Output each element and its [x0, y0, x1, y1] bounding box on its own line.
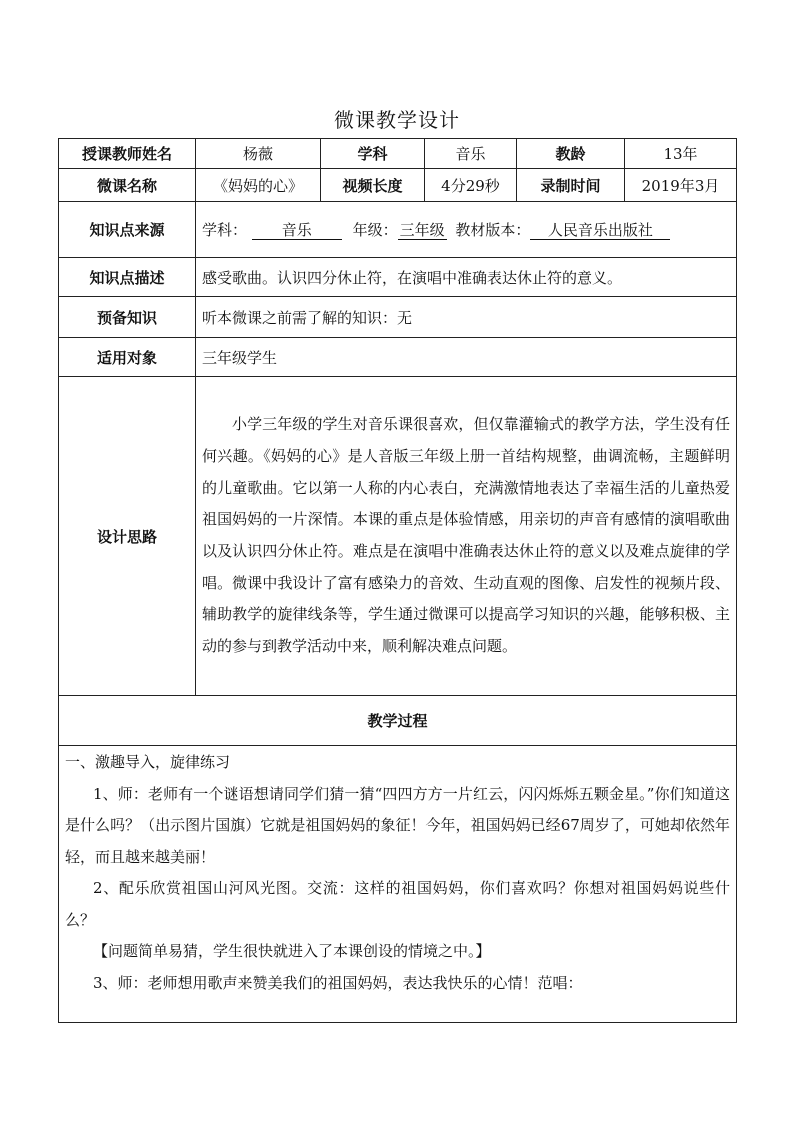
knowledge-desc-value: 感受歌曲。认识四分休止符，在演唱中准确表达休止符的意义。	[196, 258, 737, 297]
source-grade: 三年级	[399, 221, 445, 239]
source-subject-prefix: 学科：	[202, 221, 248, 239]
course-name-value: 《妈妈的心》	[196, 169, 321, 202]
design-label: 设计思路	[59, 377, 196, 696]
teaching-years-label: 教龄	[517, 139, 625, 169]
knowledge-source-label: 知识点来源	[59, 202, 196, 258]
teaching-years-value: 13年	[625, 139, 737, 169]
process-note: 【问题简单易猜，学生很快就进入了本课创设的情境之中。】	[93, 942, 491, 960]
table-row	[59, 297, 737, 338]
design-cell	[196, 377, 737, 696]
teacher-value: 杨薇	[196, 139, 321, 169]
table-row	[59, 169, 737, 202]
source-edition: 人民音乐出版社	[530, 221, 670, 240]
teacher-label: 授课教师姓名	[59, 139, 196, 169]
source-edition-prefix: 教材版本：	[455, 221, 531, 239]
knowledge-source-value	[196, 202, 737, 258]
subject-label: 学科	[321, 139, 425, 169]
table-row	[59, 258, 737, 297]
subject-value: 音乐	[425, 139, 517, 169]
table-row	[59, 139, 737, 169]
video-length-label: 视频长度	[321, 169, 425, 202]
process-paragraph-2: 2、配乐欣赏祖国山河风光图。交流：这样的祖国妈妈，你们喜欢吗？你想对祖国妈妈说些什么？	[65, 879, 730, 929]
record-time-label: 录制时间	[517, 169, 625, 202]
process-paragraph-1: 1、师：老师有一个谜语想请同学们猜一猜“四四方方一片红云，闪闪烁烁五颗金星。”你们知道这是什么吗？（出示图片国旗）它就是祖国妈妈的象征！今年，祖国妈妈已经67周岁了，可她却依然年轻，而且越来越美丽！	[65, 784, 730, 866]
process-heading: 教学过程	[59, 696, 737, 746]
prerequisite-value: 听本微课之前需了解的知识：无	[196, 297, 737, 338]
source-grade-prefix: 年级：	[352, 221, 398, 239]
audience-value: 三年级学生	[196, 338, 737, 377]
process-section-1: 一、激趣导入，旋律练习	[65, 753, 231, 771]
table-row	[59, 696, 737, 746]
page-title: 微课教学设计	[334, 108, 460, 132]
table-row	[59, 338, 737, 377]
knowledge-desc-label: 知识点描述	[59, 258, 196, 297]
source-subject: 音乐	[252, 221, 342, 240]
table-row	[59, 377, 737, 696]
table-row	[59, 202, 737, 258]
video-length-value: 4分29秒	[425, 169, 517, 202]
lesson-design-table	[58, 138, 737, 1023]
process-content	[59, 746, 737, 1023]
record-time-value: 2019年3月	[625, 169, 737, 202]
course-name-label: 微课名称	[59, 169, 196, 202]
prerequisite-label: 预备知识	[59, 297, 196, 338]
table-row	[59, 746, 737, 1023]
design-text: 小学三年级的学生对音乐课很喜欢，但仅靠灌输式的教学方法，学生没有任何兴趣。《妈妈的心》是人音版三年级上册一首结构规整，曲调流畅，主题鲜明的儿童歌曲。它以第一人称的内心表白，充满激情地表达了幸福生活的儿童热爱祖国妈妈的一片深情。本课的重点是体验情感，用亲切的声音有感情的演唱歌曲以及认识四分休止符。难点是在演唱中准确表达休止符的意义以及难点旋律的学唱。微课中我设计了富有感染力的音效、生动直观的图像、启发性的视频片段、辅助教学的旋律线条等，学生通过微课可以提高学习知识的兴趣，能够积极、主动的参与到教学活动中来，顺利解决难点问题。	[202, 415, 730, 656]
audience-label: 适用对象	[59, 338, 196, 377]
process-paragraph-3: 3、师：老师想用歌声来赞美我们的祖国妈妈，表达我快乐的心情！范唱：	[93, 973, 583, 992]
